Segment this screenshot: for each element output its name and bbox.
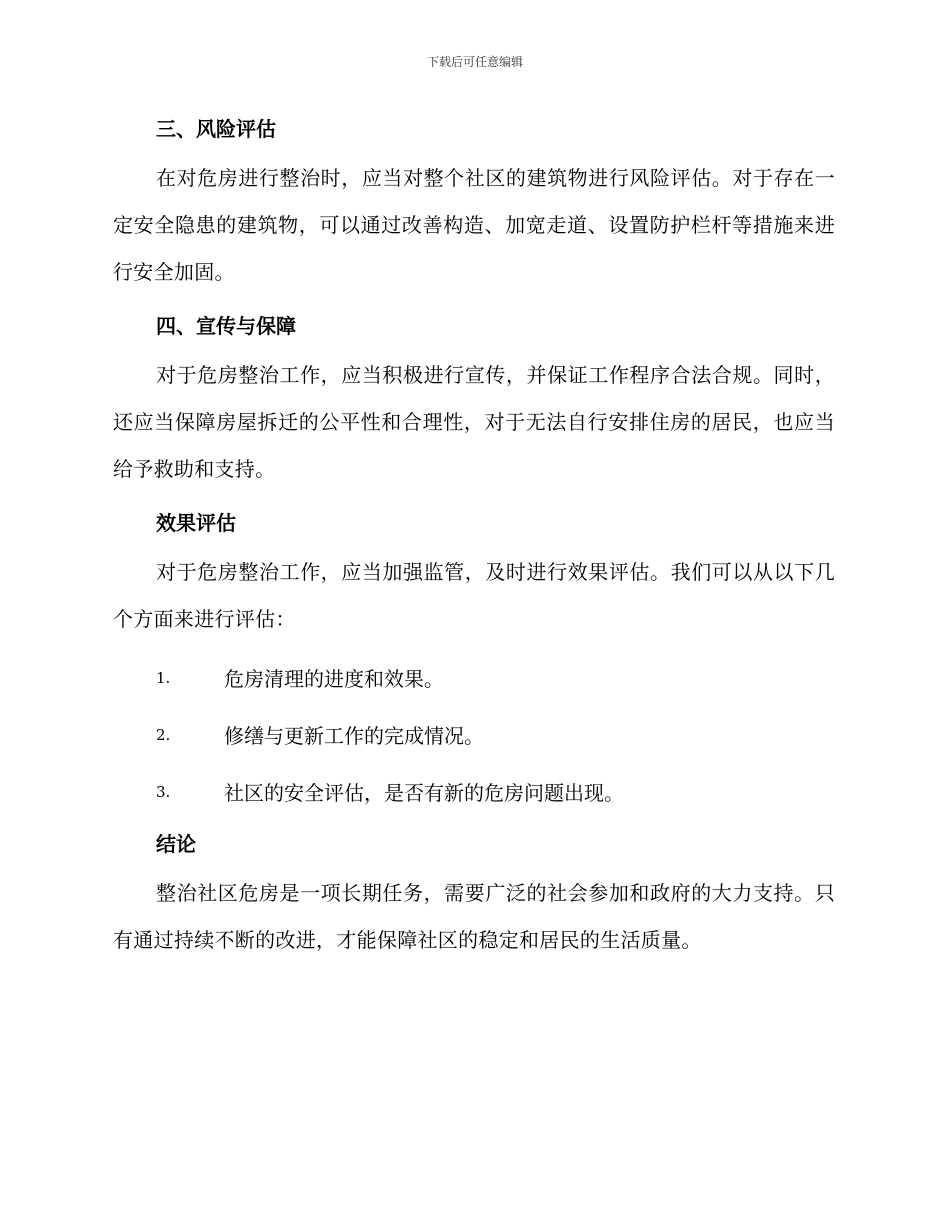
heading-conclusion: 结论 <box>156 832 196 856</box>
list-item <box>113 763 835 820</box>
list-item-number: 3. <box>156 782 171 801</box>
list-item <box>113 649 835 706</box>
heading-publicity-guarantee: 四、宣传与保障 <box>156 314 296 338</box>
heading-effect-evaluation: 效果评估 <box>156 511 236 535</box>
paragraph-effect-evaluation: 对于危房整治工作，应当加强监管，及时进行效果评估。我们可以从以下几个方面来进行评估： <box>113 560 835 631</box>
page-header-note: 下载后可任意编辑 <box>426 55 523 69</box>
heading-risk-assessment: 三、风险评估 <box>156 117 276 141</box>
list-item <box>113 706 835 763</box>
paragraph-publicity-guarantee: 对于危房整治工作，应当积极进行宣传，并保证工作程序合法合规。同时，还应当保障房屋拆迁的公平性和合理性，对于无法自行安排住房的居民，也应当给予救助和支持。 <box>113 363 835 481</box>
list-item-text: 社区的安全评估，是否有新的危房问题出现。 <box>224 781 624 805</box>
document-body <box>113 113 835 964</box>
list-item-number: 1. <box>156 668 171 687</box>
paragraph-risk-assessment: 在对危房进行整治时，应当对整个社区的建筑物进行风险评估。对于存在一定安全隐患的建筑物，可以通过改善构造、加宽走道、设置防护栏杆等措施来进行安全加固。 <box>113 166 835 284</box>
list-item-number: 2. <box>156 725 171 744</box>
paragraph-conclusion: 整治社区危房是一项长期任务，需要广泛的社会参加和政府的大力支持。只有通过持续不断的改进，才能保障社区的稳定和居民的生活质量。 <box>113 881 835 952</box>
list-item-text: 修缮与更新工作的完成情况。 <box>224 724 484 748</box>
list-item-text: 危房清理的进度和效果。 <box>224 667 444 691</box>
